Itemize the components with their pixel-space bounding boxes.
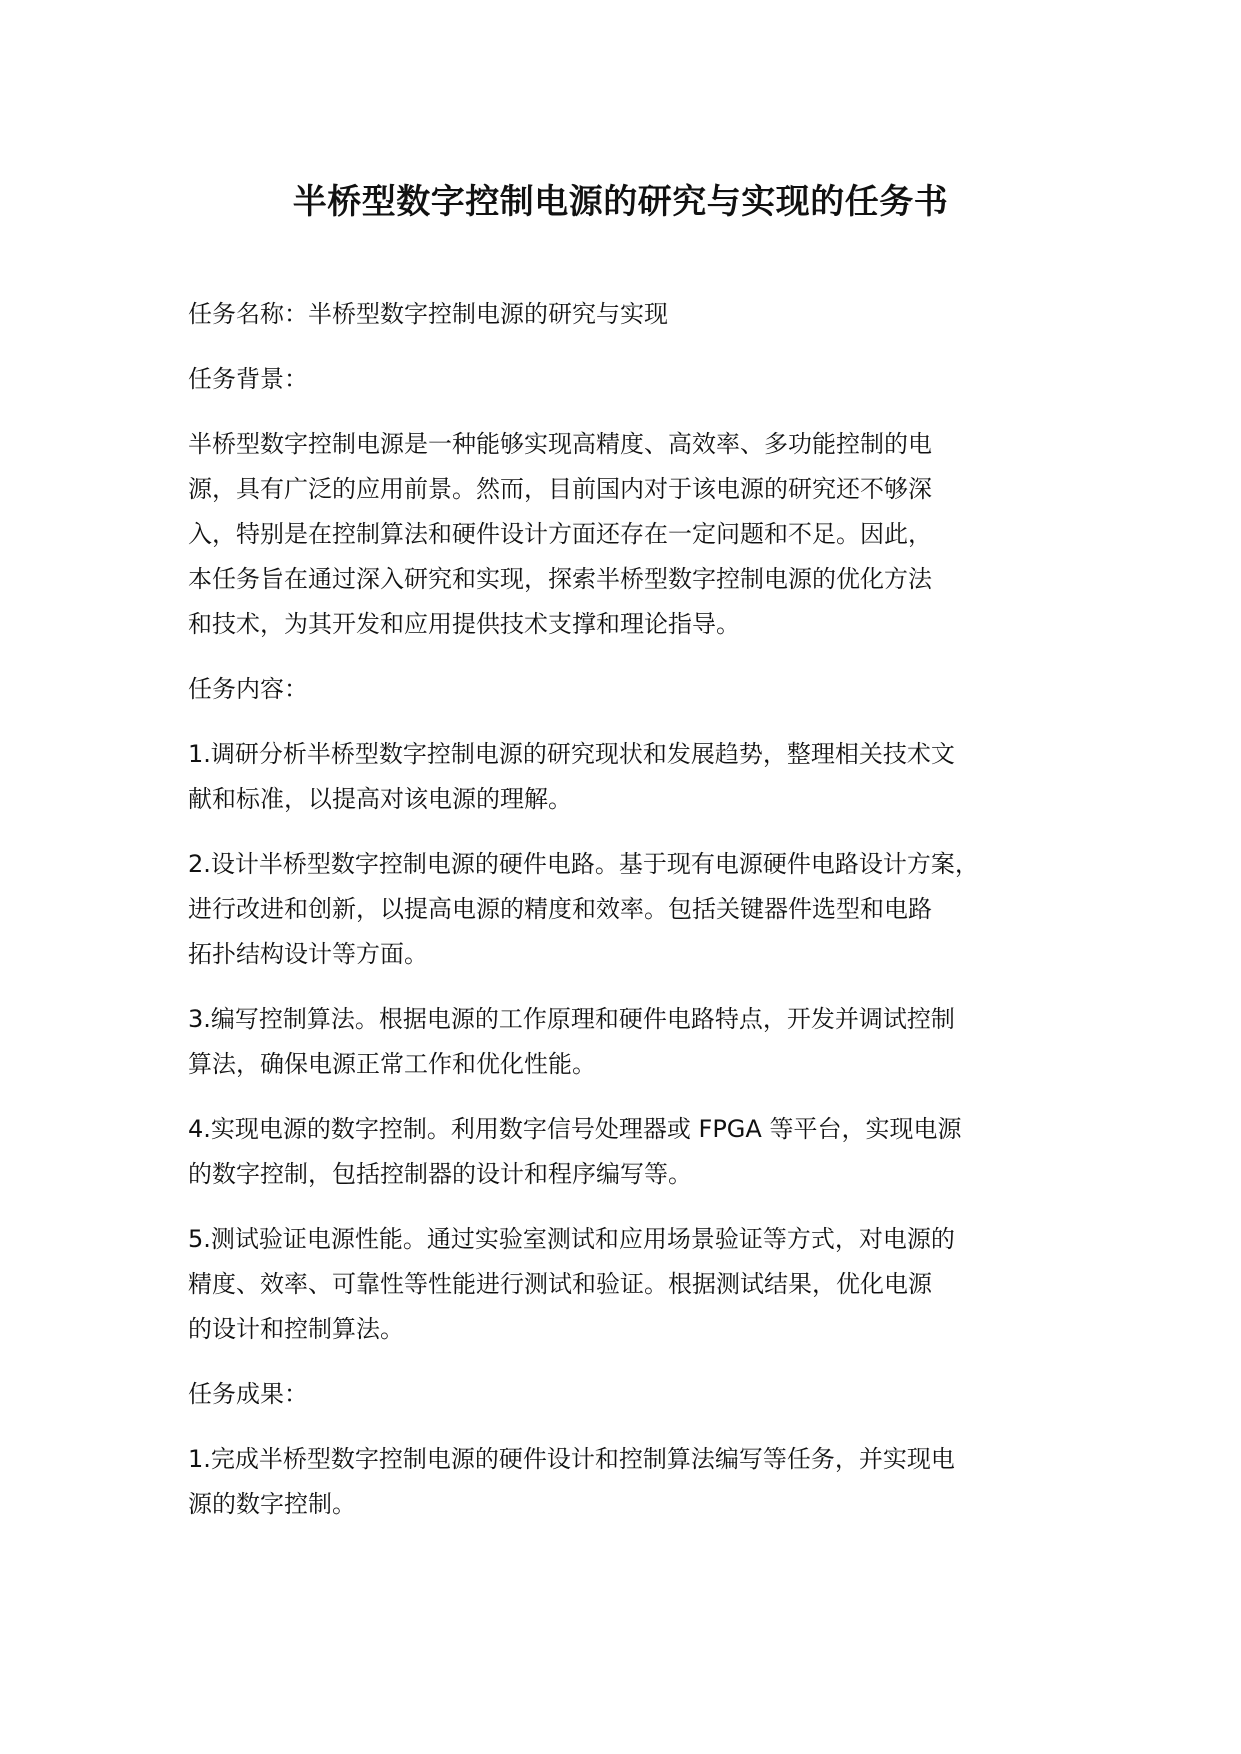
task-background-paragraph: 半桥型数字控制电源是一种能够实现高精度、高效率、多功能控制的电 源，具有广泛的应用前景。然而，目前国内对于该电源的研究还不够深 入，特别是在控制算法和硬件设计方面还存在一定问题和不足。因此， 本任务旨在通过深入研究和实现，探索半桥型数字控制电源的优化方法 和技术，为其开发和应用提供技术支撑和理论指导。	[188, 430, 932, 638]
task-name-line: 任务名称：半桥型数字控制电源的研究与实现	[188, 300, 668, 328]
task-content-item-5: 5.测试验证电源性能。通过实验室测试和应用场景验证等方式，对电源的 精度、效率、可靠性等性能进行测试和验证。根据测试结果，优化电源 的设计和控制算法。	[188, 1225, 955, 1343]
task-content-item-3: 3.编写控制算法。根据电源的工作原理和硬件电路特点，开发并调试控制 算法，确保电源正常工作和优化性能。	[188, 1005, 955, 1078]
task-content-heading: 任务内容：	[188, 675, 308, 703]
document-body	[188, 292, 1078, 1547]
document-title: 半桥型数字控制电源的研究与实现的任务书	[292, 182, 949, 222]
task-results-item-1: 1.完成半桥型数字控制电源的硬件设计和控制算法编写等任务，并实现电 源的数字控制。	[188, 1445, 955, 1518]
task-content-item-4: 4.实现电源的数字控制。利用数字信号处理器或 FPGA 等平台，实现电源 的数字控制，包括控制器的设计和程序编写等。	[188, 1115, 962, 1188]
task-background-heading: 任务背景：	[188, 365, 308, 393]
task-results-heading: 任务成果：	[188, 1380, 308, 1408]
task-content-item-2: 2.设计半桥型数字控制电源的硬件电路。基于现有电源硬件电路设计方案， 进行改进和创新，以提高电源的精度和效率。包括关键器件选型和电路 拓扑结构设计等方面。	[188, 850, 979, 968]
task-content-item-1: 1.调研分析半桥型数字控制电源的研究现状和发展趋势，整理相关技术文 献和标准，以提高对该电源的理解。	[188, 740, 955, 813]
